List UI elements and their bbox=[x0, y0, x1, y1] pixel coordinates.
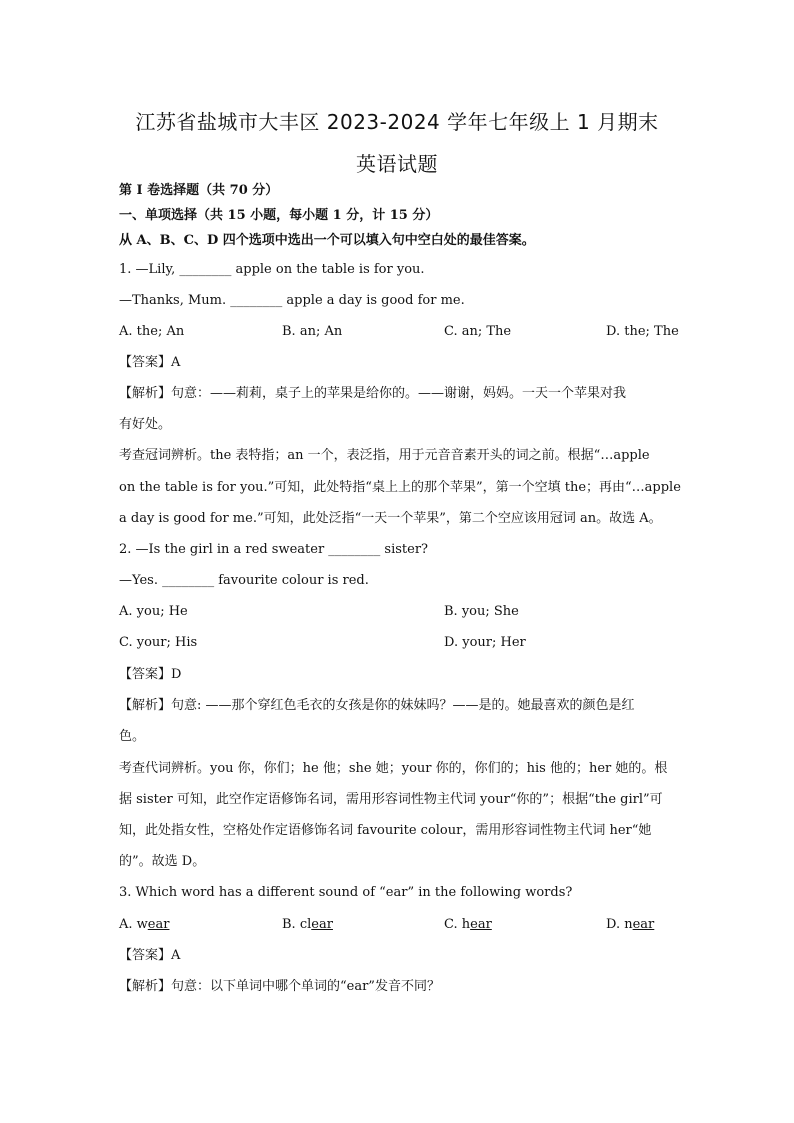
q1-stem-line2: —Thanks, Mum. ________ apple a day is good for me. bbox=[119, 293, 465, 308]
q2-option-c: C. your; His bbox=[119, 635, 198, 650]
q2-stem-line1: 2. —Is the girl in a red sweater ________ sister? bbox=[119, 542, 429, 557]
q1-answer: 【答案】A bbox=[119, 355, 181, 370]
section-heading: 一、单项选择（共 15 小题，每小题 1 分，计 15 分） bbox=[119, 208, 439, 223]
q3-analysis-line1: 【解析】句意：以下单词中哪个单词的“ear”发音不同？ bbox=[119, 979, 440, 994]
q1-option-a: A. the; An bbox=[119, 324, 185, 339]
q2-analysis-line4: 据 sister 可知，此空作定语修饰名词，需用形容词性物主代词 your“你的”；根据“the girl”可 bbox=[119, 792, 663, 807]
q1-option-d: D. the; The bbox=[606, 324, 679, 339]
q2-option-b: B. you; She bbox=[444, 604, 519, 619]
q3-answer: 【答案】A bbox=[119, 948, 181, 963]
q2-analysis-line5: 知，此处指女性，空格处作定语修饰名词 favourite colour，需用形容词性物主代词 her“她 bbox=[119, 823, 652, 838]
q2-analysis-line3: 考查代词辨析。you 你，你们；he 他；she 她；your 你的，你们的；his 他的；her 她的。根 bbox=[119, 761, 668, 776]
q1-analysis-line1: 【解析】句意：——莉莉，桌子上的苹果是给你的。——谢谢，妈妈。一天一个苹果对我 bbox=[119, 386, 627, 401]
q2-option-a: A. you; He bbox=[119, 604, 188, 619]
q2-analysis-line2: 色。 bbox=[119, 729, 146, 744]
q2-analysis-line6: 的”。故选 D。 bbox=[119, 854, 206, 869]
q1-analysis-line5: a day is good for me.”可知，此处泛指“一天一个苹果”，第二个空应该用冠词 an。故选 A。 bbox=[119, 511, 662, 526]
q3-stem: 3. Which word has a different sound of “ear” in the following words? bbox=[119, 885, 573, 900]
q2-option-d: D. your; Her bbox=[444, 635, 526, 650]
q1-option-c: C. an; The bbox=[444, 324, 512, 339]
q2-analysis-line1: 【解析】句意: ——那个穿红色毛衣的女孩是你的妹妹吗？——是的。她最喜欢的颜色是红 bbox=[119, 698, 635, 713]
part-heading: 第 I 卷选择题（共 70 分） bbox=[119, 183, 279, 198]
q3-option-b: B. clear bbox=[282, 917, 333, 932]
q1-analysis-line2: 有好处。 bbox=[119, 417, 172, 432]
q3-option-d: D. near bbox=[606, 917, 655, 932]
q2-stem-line2: —Yes. ________ favourite colour is red. bbox=[119, 573, 369, 588]
document-subtitle: 英语试题 bbox=[356, 152, 438, 176]
q1-stem-line1: 1. —Lily, ________ apple on the table is for you. bbox=[119, 262, 425, 277]
q2-answer: 【答案】D bbox=[119, 667, 182, 682]
q1-option-b: B. an; An bbox=[282, 324, 343, 339]
q3-option-a: A. wear bbox=[119, 917, 170, 932]
document-title: 江苏省盐城市大丰区 2023-2024 学年七年级上 1 月期末 bbox=[135, 110, 659, 134]
section-instruction: 从 A、B、C、D 四个选项中选出一个可以填入句中空白处的最佳答案。 bbox=[119, 233, 535, 248]
q1-analysis-line4: on the table is for you.”可知，此处特指“桌上上的那个苹果”，第一个空填 the；再由“…apple bbox=[119, 480, 681, 495]
q1-analysis-line3: 考查冠词辨析。the 表特指；an 一个，表泛指，用于元音音素开头的词之前。根据“…apple bbox=[119, 448, 650, 463]
q3-option-c: C. hear bbox=[444, 917, 492, 932]
